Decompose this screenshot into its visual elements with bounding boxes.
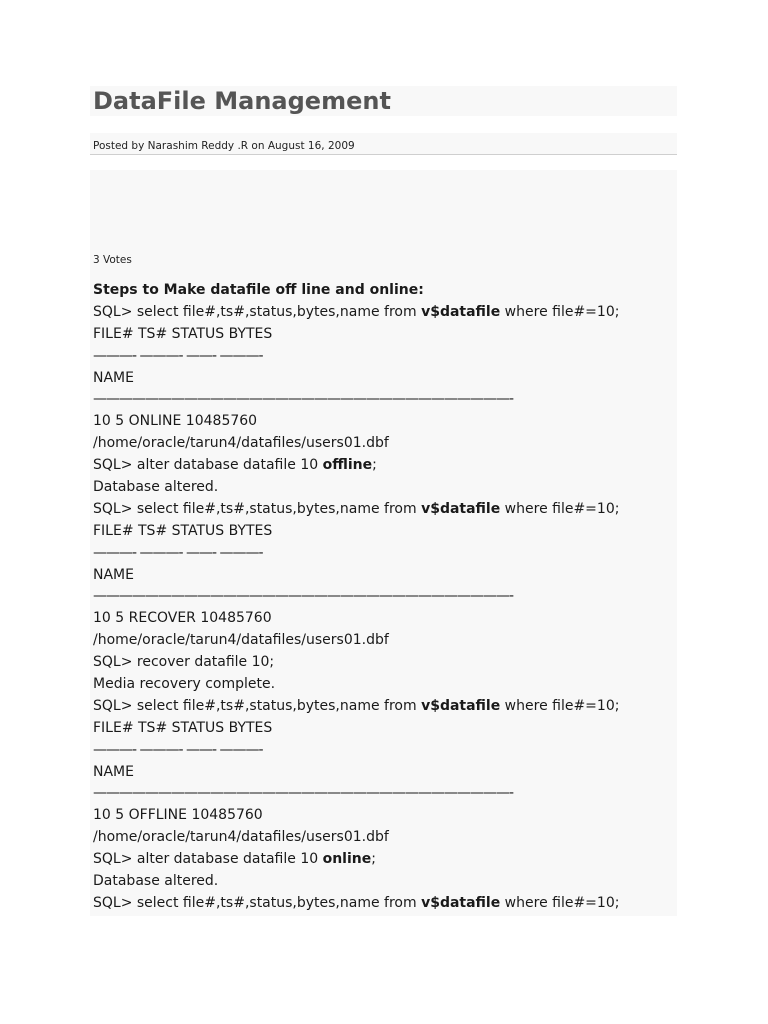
sql-keyword: offline <box>322 457 373 474</box>
body-line: Media recovery complete. <box>93 676 276 693</box>
sql-keyword: online <box>322 851 372 868</box>
post-byline: Posted by Narashim Reddy .R on August 16, 2009 <box>93 140 355 152</box>
body-line: FILE# TS# STATUS BYTES <box>93 522 273 539</box>
sql-keyword: v$datafile <box>421 500 501 517</box>
sql-text: where file#=10; <box>500 500 620 517</box>
page-title: DataFile Management <box>93 87 391 115</box>
body-line: /home/oracle/tarun4/datafiles/users01.dbf <box>93 829 389 846</box>
sql-text: SQL> alter database datafile 10 <box>93 457 323 474</box>
body-line: NAME <box>93 369 134 386</box>
separator-line: ———- ———- ——- ———- <box>93 544 263 561</box>
body-line <box>93 849 673 871</box>
sql-text: SQL> select file#,ts#,status,bytes,name from <box>93 303 422 320</box>
body-line: /home/oracle/tarun4/datafiles/users01.dbf <box>93 435 389 452</box>
body-line <box>93 893 673 915</box>
sql-text: SQL> select file#,ts#,status,bytes,name from <box>93 500 422 517</box>
section-heading: Steps to Make datafile off line and online: <box>93 282 424 298</box>
sql-keyword: v$datafile <box>421 697 501 714</box>
body-line: Database altered. <box>93 479 219 496</box>
body-line: /home/oracle/tarun4/datafiles/users01.dbf <box>93 632 389 649</box>
sql-text: SQL> select file#,ts#,status,bytes,name from <box>93 697 422 714</box>
separator-line: ———- ———- ——- ———- <box>93 741 263 758</box>
sql-keyword: v$datafile <box>421 894 501 911</box>
votes-count: 3 Votes <box>93 254 132 266</box>
body-line: 10 5 ONLINE 10485760 <box>93 413 258 430</box>
sql-text: where file#=10; <box>500 894 620 911</box>
separator-line: ————————————————————————————————- <box>93 391 514 408</box>
separator-line: ————————————————————————————————- <box>93 588 514 605</box>
separator-line: ————————————————————————————————- <box>93 785 514 802</box>
body-line <box>93 302 673 324</box>
sql-text: ; <box>371 851 376 868</box>
body-line: NAME <box>93 763 134 780</box>
body-line: NAME <box>93 566 134 583</box>
sql-text: where file#=10; <box>500 697 620 714</box>
sql-text: ; <box>372 457 377 474</box>
separator-line: ———- ———- ——- ———- <box>93 347 263 364</box>
article-body <box>93 280 673 915</box>
body-line: Database altered. <box>93 873 219 890</box>
sql-keyword: v$datafile <box>421 303 501 320</box>
body-line: SQL> recover datafile 10; <box>93 654 275 671</box>
sql-text: SQL> alter database datafile 10 <box>93 851 323 868</box>
sql-text: where file#=10; <box>500 303 620 320</box>
body-line <box>93 499 673 521</box>
body-line: 10 5 RECOVER 10485760 <box>93 610 272 627</box>
body-line <box>93 696 673 718</box>
sql-text: SQL> select file#,ts#,status,bytes,name from <box>93 894 422 911</box>
body-line <box>93 455 673 477</box>
body-line: FILE# TS# STATUS BYTES <box>93 325 273 342</box>
body-line: FILE# TS# STATUS BYTES <box>93 719 273 736</box>
body-line: 10 5 OFFLINE 10485760 <box>93 807 263 824</box>
